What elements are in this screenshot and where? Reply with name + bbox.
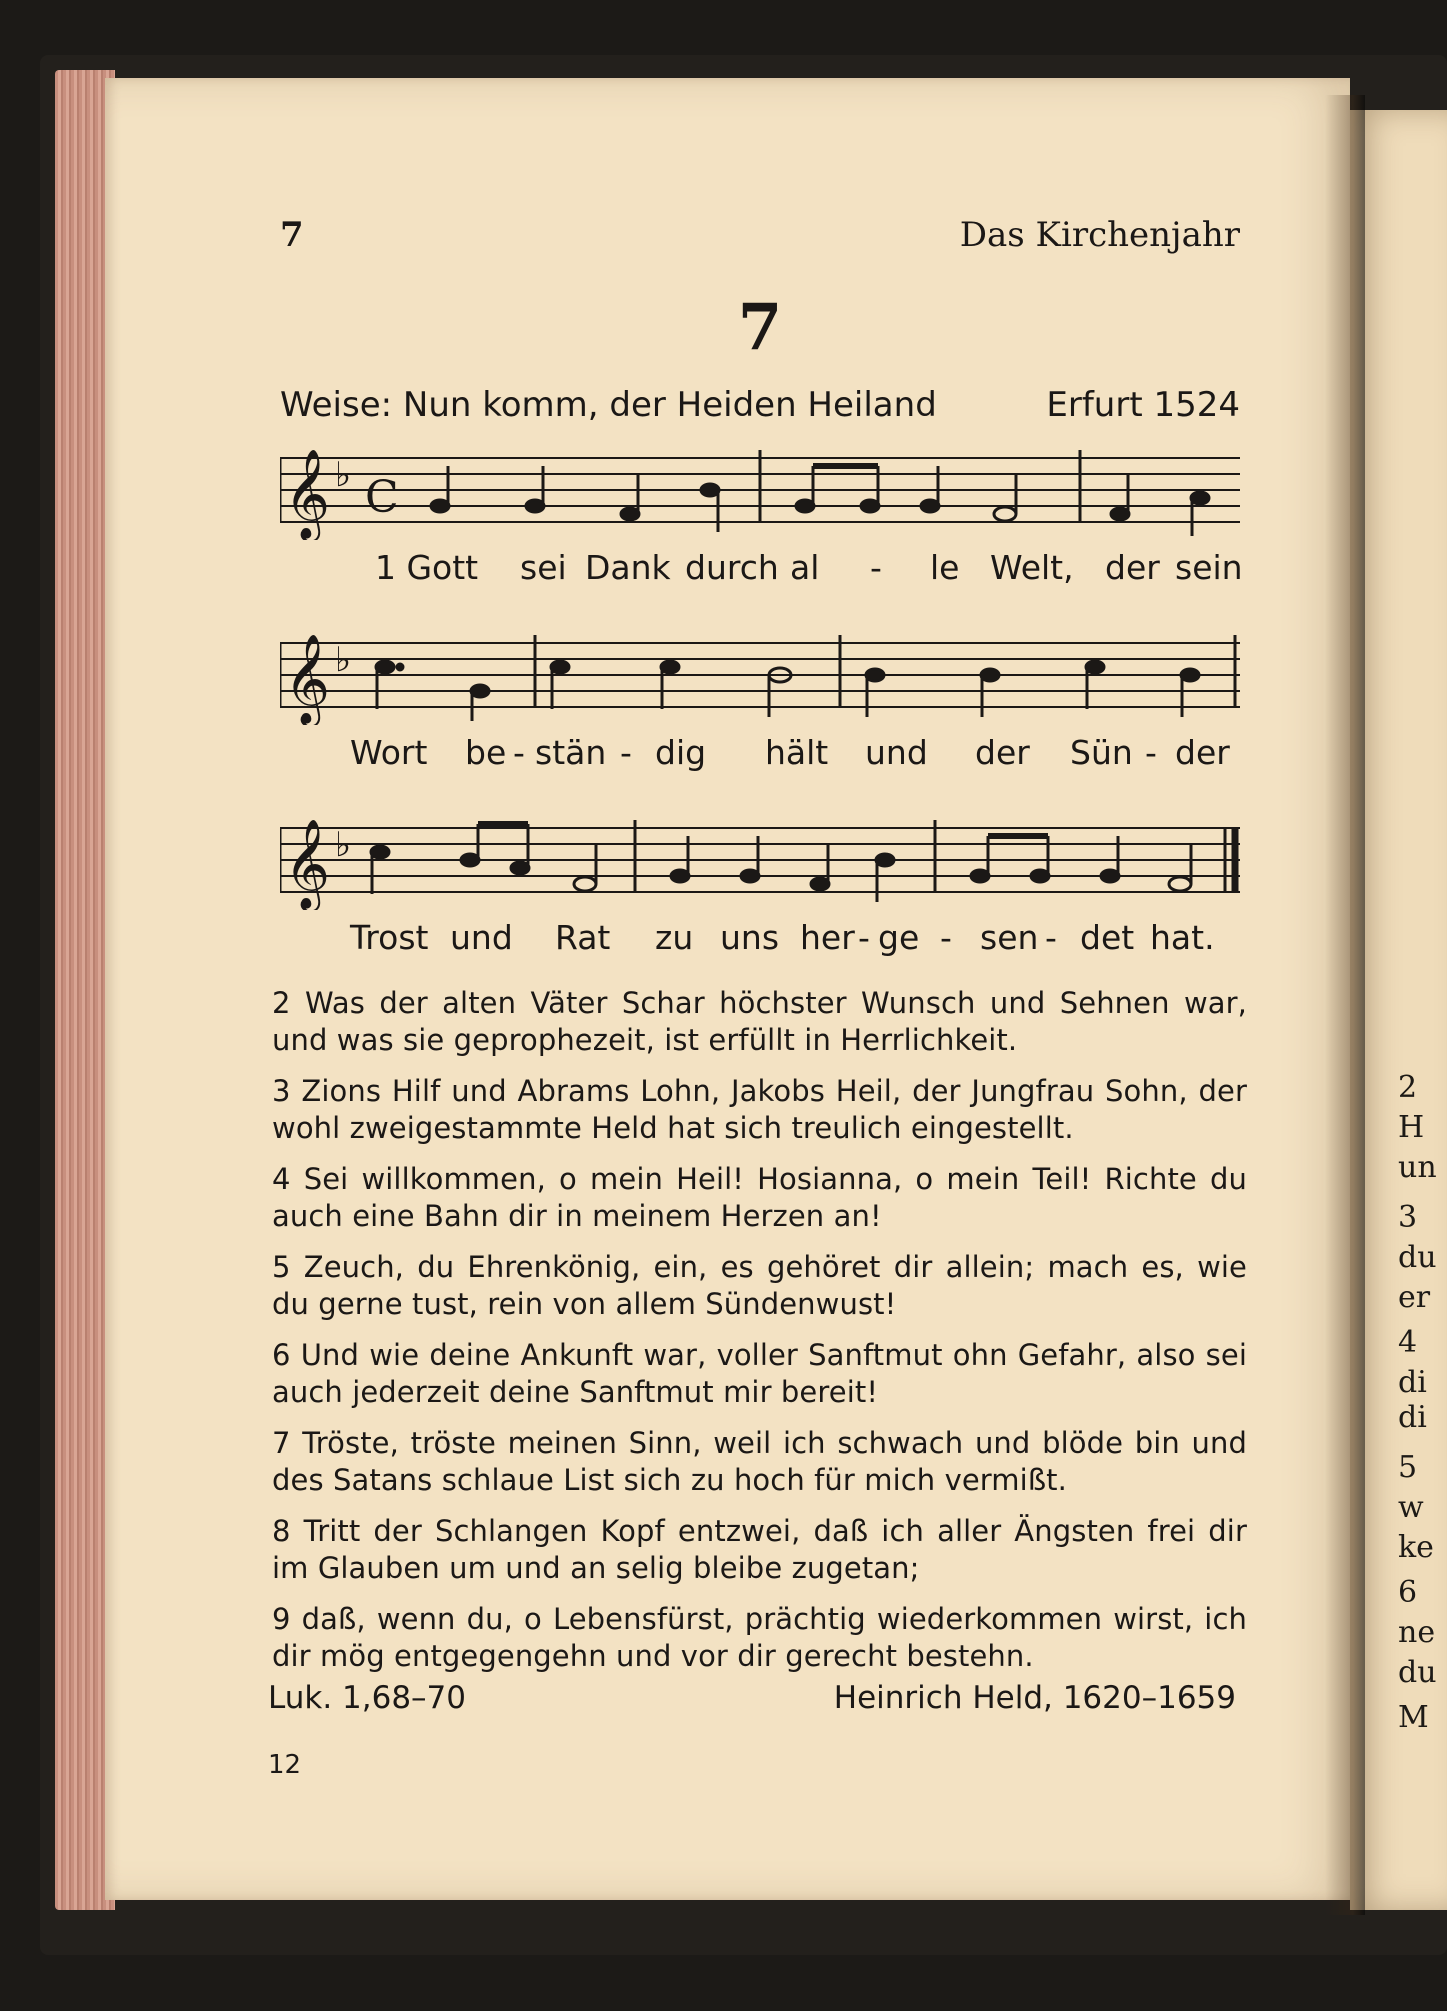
verse: 9 daß, wenn du, o Lebensfürst, prächtig wiederkommen wirst, ich dir mög entgegengehn und vor dir gerecht bestehn. — [272, 1602, 1247, 1673]
lyric-syllable: det — [1080, 918, 1135, 957]
verse: 2 Was der alten Väter Schar höchster Wunsch und Sehnen war, und was sie geprophezeit, ist erfüllt in Herrlichkeit. — [272, 986, 1247, 1057]
lyric-syllable: hält — [765, 733, 829, 772]
lyric-syllable: - — [1045, 918, 1057, 957]
lyric-syllable: Sün — [1070, 733, 1133, 772]
music-staff-3 — [280, 810, 1240, 910]
lyric-syllable: sein — [1175, 548, 1243, 587]
lyric-syllable: be — [465, 733, 507, 772]
hymn-footer — [268, 1680, 1236, 1724]
hymn-number: 7 — [737, 290, 783, 365]
lyric-syllable: und — [865, 733, 928, 772]
lyric-syllable: Welt, — [990, 548, 1074, 587]
lyric-syllable: und — [450, 918, 513, 957]
facing-text: w — [1398, 1490, 1424, 1525]
facing-text: 3 — [1398, 1200, 1418, 1235]
tune-name: Weise: Nun komm, der Heiden Heiland — [280, 385, 937, 425]
running-header — [280, 215, 1240, 265]
flat-icon: ♭ — [335, 825, 352, 865]
lyric-syllable: - — [620, 733, 632, 772]
music-staff-1 — [280, 440, 1240, 540]
lyric-syllable: der — [1105, 548, 1160, 587]
lyric-syllable: durch — [685, 548, 779, 587]
treble-clef-icon: 𝄞 — [284, 634, 331, 724]
verse: 7 Tröste, tröste meinen Sinn, weil ich schwach und blöde bin und des Satans schlaue List sich zu hoch für mich vermißt. — [272, 1426, 1247, 1497]
common-time-icon: C — [365, 472, 399, 523]
flat-icon: ♭ — [335, 640, 352, 680]
verse: 6 Und wie deine Ankunft war, voller Sanftmut ohn Gefahr, also sei auch jederzeit deine Sanftmut mir bereit! — [272, 1338, 1247, 1409]
lyric-syllable: le — [930, 548, 960, 587]
lyric-syllable: al — [790, 548, 820, 587]
facing-text: di — [1398, 1400, 1427, 1435]
facing-text: 4 — [1398, 1325, 1418, 1360]
melody-line — [280, 385, 1240, 429]
lyric-syllable: - — [1145, 733, 1157, 772]
facing-text: M — [1398, 1700, 1429, 1735]
lyric-syllable: sen — [980, 918, 1039, 957]
lyrics-line-1 — [280, 548, 1243, 594]
lyric-syllable: - — [858, 918, 870, 957]
facing-text: du — [1398, 1240, 1437, 1275]
lyric-syllable: - — [940, 918, 952, 957]
lyric-syllable: hat. — [1150, 918, 1215, 957]
flat-icon: ♭ — [335, 455, 352, 495]
lyric-syllable: Rat — [555, 918, 611, 957]
lyric-syllable: 1 Gott — [375, 548, 479, 587]
facing-text: er — [1398, 1280, 1431, 1315]
lyric-syllable: dig — [655, 733, 707, 772]
verse: 8 Tritt der Schlangen Kopf entzwei, daß ich aller Ängsten frei dir im Glauben um und an selig bleibe zugetan; — [272, 1514, 1247, 1585]
treble-clef-icon: 𝄞 — [284, 819, 331, 909]
bible-reference: Luk. 1,68–70 — [268, 1680, 467, 1716]
facing-text: du — [1398, 1655, 1437, 1690]
facing-text: un — [1398, 1150, 1437, 1185]
page-number: 12 — [268, 1750, 302, 1780]
header-page-marker: 7 — [280, 215, 304, 255]
verse: 4 Sei willkommen, o mein Heil! Hosianna, o mein Teil! Richte du auch eine Bahn dir in meinem Herzen an! — [272, 1162, 1247, 1233]
lyric-syllable: der — [1175, 733, 1230, 772]
lyric-syllable: der — [975, 733, 1030, 772]
lyric-syllable: - — [870, 548, 882, 587]
hymn-author: Heinrich Held, 1620–1659 — [833, 1680, 1236, 1716]
facing-text: ke — [1398, 1530, 1434, 1565]
facing-text: H — [1398, 1110, 1425, 1145]
lyric-syllable: Trost — [350, 918, 429, 957]
facing-text: 6 — [1398, 1575, 1418, 1610]
tune-source: Erfurt 1524 — [1046, 385, 1240, 425]
facing-text: 2 — [1398, 1070, 1418, 1105]
lyric-syllable: Dank — [585, 548, 671, 587]
verse: 3 Zions Hilf und Abrams Lohn, Jakobs Heil, der Jungfrau Sohn, der wohl zweigestammte Held hat sich treulich eingestellt. — [272, 1074, 1247, 1145]
treble-clef-icon: 𝄞 — [284, 449, 331, 539]
lyric-syllable: Wort — [350, 733, 428, 772]
lyric-syllable: stän — [535, 733, 607, 772]
gutter-shadow — [1325, 95, 1365, 1915]
verse-list — [272, 985, 1247, 1689]
facing-text: 5 — [1398, 1450, 1418, 1485]
music-staff-2 — [280, 625, 1240, 725]
lyric-syllable: - — [513, 733, 525, 772]
facing-text: di — [1398, 1365, 1427, 1400]
lyric-syllable: sei — [520, 548, 567, 587]
lyric-syllable: her — [800, 918, 855, 957]
section-title: Das Kirchenjahr — [959, 215, 1240, 255]
lyrics-line-3 — [280, 918, 1240, 964]
lyric-syllable: uns — [720, 918, 780, 957]
facing-text: ne — [1398, 1615, 1436, 1650]
verse: 5 Zeuch, du Ehrenkönig, ein, es gehöret dir allein; mach es, wie du gerne tust, rein von allem Sündenwust! — [272, 1250, 1247, 1321]
lyrics-line-2 — [280, 733, 1240, 779]
lyric-syllable: ge — [878, 918, 920, 957]
lyric-syllable: zu — [655, 918, 694, 957]
